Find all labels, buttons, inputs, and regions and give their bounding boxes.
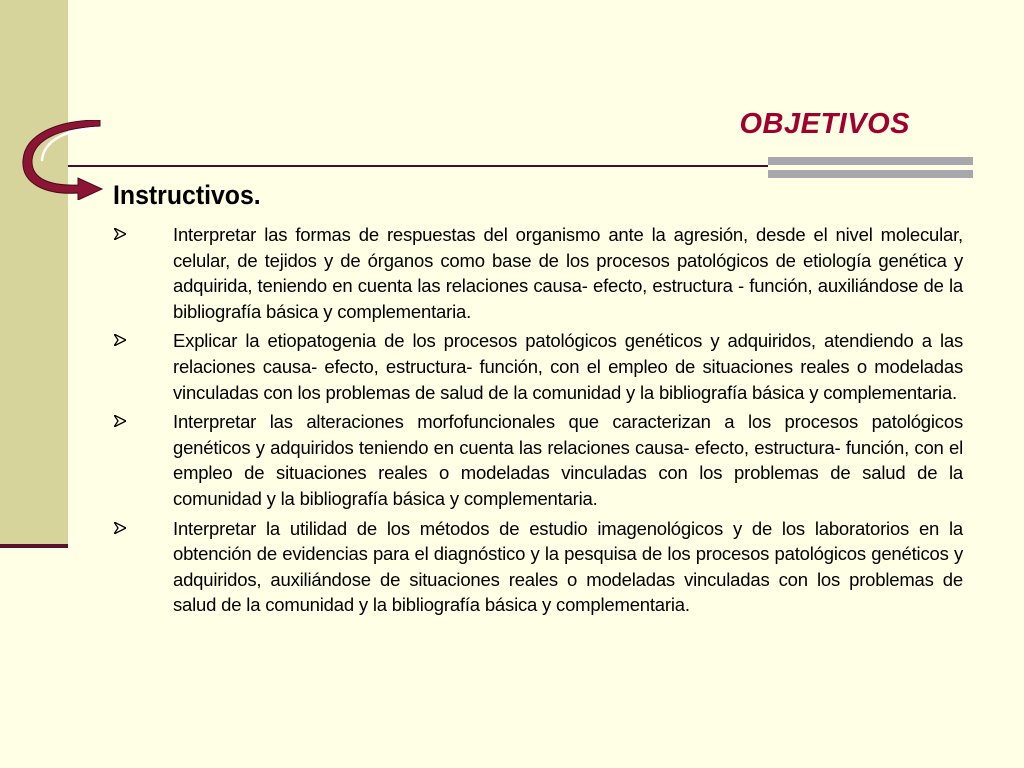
list-item	[110, 222, 963, 324]
left-decorative-band	[0, 0, 68, 548]
arrow-bullet-icon	[114, 228, 126, 240]
divider-accent-top	[768, 157, 973, 165]
slide-title: OBJETIVOS	[739, 108, 910, 140]
list-item-text: Interpretar la utilidad de los métodos de estudio imagenológicos y de los laboratorios en la obtención de evidencias para el diagnóstico y la pesquisa de los procesos patológicos genéticos y adquiridos, auxiliándose de situaciones reales o modeladas vinculadas con los problemas de salud de la comunidad y la bibliografía básica y complementaria.	[173, 517, 963, 616]
section-heading: Instructivos.	[113, 180, 261, 210]
objectives-list	[110, 222, 963, 622]
left-band-underline	[0, 544, 68, 548]
list-item	[110, 516, 963, 618]
arrow-bullet-icon	[114, 522, 126, 534]
divider-accent-bottom	[768, 170, 973, 178]
curved-arrow-icon	[22, 120, 104, 200]
list-item-text: Explicar la etiopatogenia de los procesos patológicos genéticos y adquiridos, atendiendo a las relaciones causa- efecto, estructura- función, con el empleo de situaciones reales o modeladas vinculadas con los problemas de salud de la comunidad y la bibliografía básica y complementaria.	[173, 330, 963, 403]
list-item	[110, 409, 963, 511]
title-divider-line	[68, 165, 768, 167]
arrow-bullet-icon	[114, 415, 126, 427]
arrow-bullet-icon	[114, 334, 126, 346]
list-item-text: Interpretar las formas de respuestas del organismo ante la agresión, desde el nivel molecular, celular, de tejidos y de órganos como base de los procesos patológicos de etiología genética y adquirida, teniendo en cuenta las relaciones causa- efecto, estructura - función, auxiliándose de la bibliografía básica y complementaria.	[173, 224, 963, 322]
list-item	[110, 328, 963, 405]
list-item-text: Interpretar las alteraciones morfofuncionales que caracterizan a los procesos patológicos genéticos y adquiridos teniendo en cuenta las relaciones causa- efecto, estructura- función, con el empleo de situaciones reales o modeladas vinculadas con los problemas de salud de la comunidad y la bibliografía básica y complementaria.	[173, 411, 963, 509]
